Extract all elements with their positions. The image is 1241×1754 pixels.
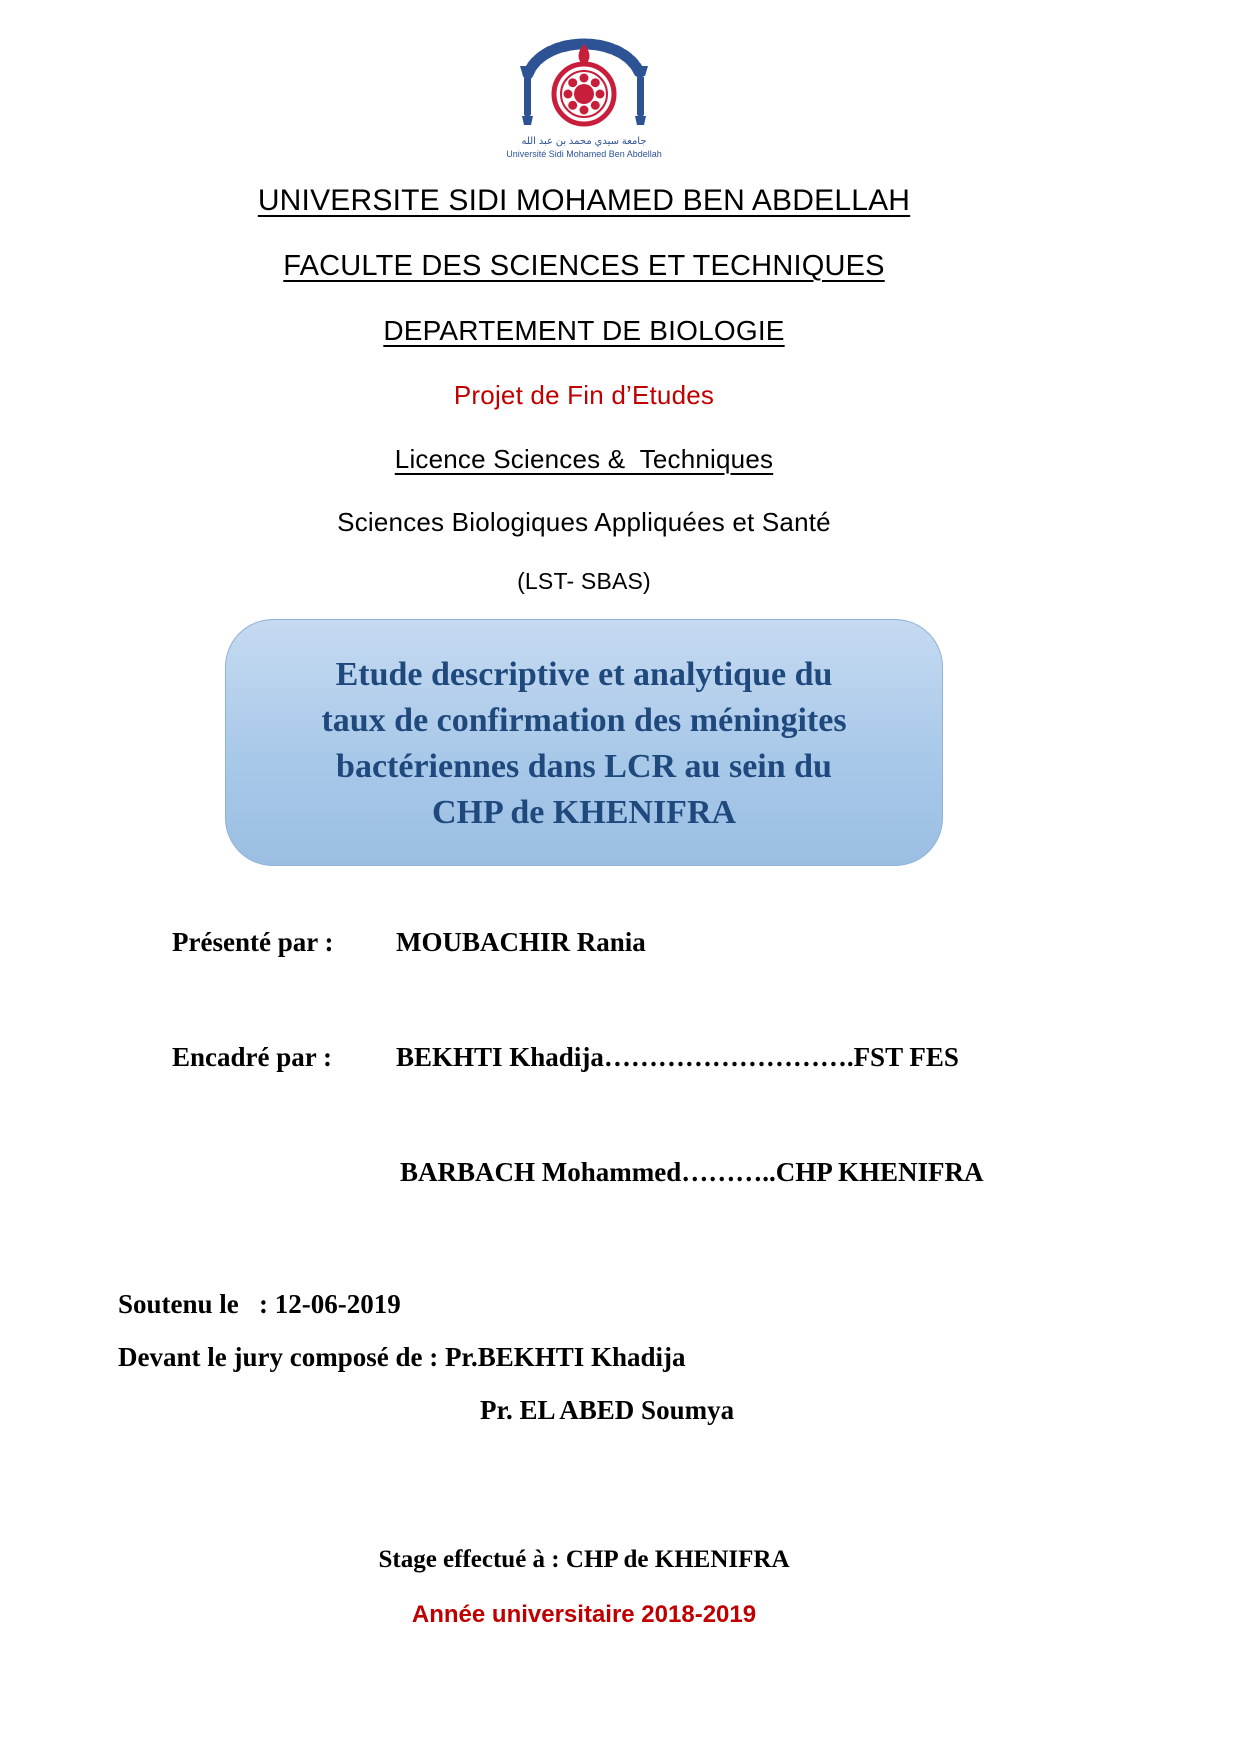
presented-by-label: Présenté par : (172, 926, 334, 957)
jury-member2-line: Pr. EL ABED Soumya (480, 1394, 735, 1425)
supervisor2-line (118, 1126, 1112, 1219)
logo-caption-arabic: جامعة سيدي محمد بن عبد الله (521, 136, 647, 147)
supervisor2-name: BARBACH Mohammed………..CHP KHENIFRA (400, 1156, 984, 1187)
cover-content (56, 0, 1112, 1629)
thesis-title-line: CHP de KHENIFRA (431, 794, 737, 832)
faculty-name: FACULTE DES SCIENCES ET TECHNIQUES (283, 249, 885, 282)
university-name: UNIVERSITE SIDI MOHAMED BEN ABDELLAH (257, 183, 911, 217)
specialty-abbreviation: (LST- SBAS) (517, 567, 651, 594)
thesis-title-line: bactériennes dans LCR au sein du (336, 748, 832, 786)
internship-location-line: Stage effectué à : CHP de KHENIFRA (378, 1545, 790, 1573)
supervised-by-line (118, 1011, 1112, 1104)
university-logo-crest (496, 24, 672, 136)
university-logo (496, 24, 672, 160)
thesis-title-line: Etude descriptive et analytique du (335, 655, 833, 693)
presented-by-line (118, 896, 1112, 989)
thesis-title-line: taux de confirmation des méningites (321, 701, 847, 739)
department-name: DEPARTEMENT DE BIOLOGIE (383, 314, 785, 346)
defense-date-line: Soutenu le : 12-06-2019 (118, 1288, 401, 1319)
defense-section (56, 1289, 1112, 1448)
project-type: Projet de Fin d’Etudes (453, 379, 715, 410)
credits-section (56, 896, 1112, 1241)
footer-section (378, 1546, 789, 1629)
logo-caption-latin: Université Sidi Mohamed Ben Abdellah (506, 148, 662, 159)
thesis-title-box (225, 619, 943, 866)
supervised-by-label: Encadré par : (172, 1041, 332, 1072)
academic-year-line: Année universitaire 2018-2019 (411, 1600, 757, 1628)
jury-line: Devant le jury composé de : Pr.BEKHTI Khadija (118, 1341, 686, 1372)
supervisor1-name: BEKHTI Khadija……………………….FST FES (396, 1041, 959, 1072)
specialty-name: Sciences Biologiques Appliquées et Santé (337, 506, 831, 537)
degree-name: Licence Sciences & Techniques (394, 443, 774, 474)
presented-by-name: MOUBACHIR Rania (396, 926, 646, 957)
